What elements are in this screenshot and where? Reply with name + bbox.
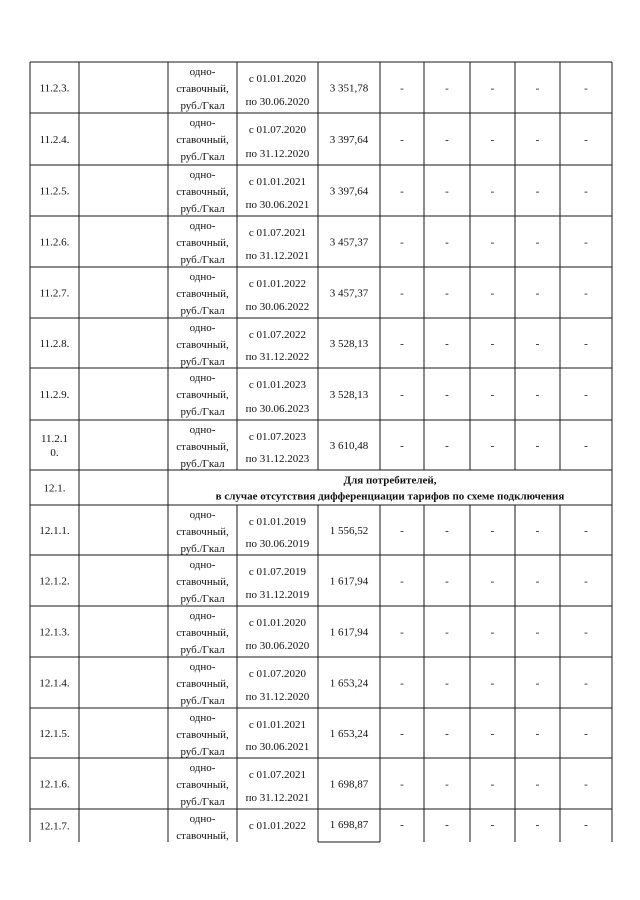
tariff-period: по 31.12.2022	[245, 351, 310, 363]
tariff-type: ставочный,	[176, 830, 229, 842]
tariff-value: 1 617,94	[329, 626, 369, 639]
tariff-type: ставочный,	[176, 441, 229, 453]
tariff-value: 3 610,48	[329, 440, 369, 452]
row-number: 11.2.8.	[39, 338, 70, 350]
empty-cell: -	[445, 728, 449, 740]
empty-cell: -	[400, 134, 404, 146]
empty-cell: -	[400, 338, 404, 350]
tariff-period: с 01.01.2023	[248, 379, 307, 391]
empty-cell: -	[535, 626, 540, 639]
tariff-type: одно-	[189, 813, 216, 825]
tariff-type: одно-	[189, 372, 216, 384]
empty-cell: -	[584, 819, 588, 831]
tariff-period: с 01.01.2022	[248, 820, 307, 832]
tariff-period: по 30.06.2020	[245, 96, 310, 108]
tariff-type: ставочный,	[176, 779, 229, 791]
empty-cell: -	[535, 82, 540, 95]
tariff-value: 3 351,78	[329, 82, 369, 95]
tariff-type: руб./Гкал	[180, 796, 225, 808]
row-number: 11.2.3.	[39, 82, 70, 95]
empty-cell: -	[400, 778, 404, 791]
tariff-period: по 30.06.2021	[245, 199, 310, 211]
empty-cell: -	[535, 575, 540, 588]
empty-cell: -	[535, 338, 540, 350]
tariff-type: ставочный,	[176, 237, 229, 249]
tariff-type: одно-	[189, 271, 216, 283]
tariff-type: ставочный,	[176, 627, 229, 639]
empty-cell: -	[584, 677, 588, 690]
empty-cell: -	[400, 389, 404, 401]
empty-cell: -	[535, 677, 540, 690]
empty-cell: -	[445, 677, 449, 690]
row-number: 12.1.1.	[39, 525, 70, 537]
tariff-type: руб./Гкал	[180, 593, 225, 605]
tariff-period: по 31.12.2020	[245, 148, 310, 160]
tariff-period: с 01.07.2020	[248, 124, 307, 136]
tariff-period: с 01.01.2019	[248, 516, 307, 528]
tariff-type: руб./Гкал	[180, 203, 225, 215]
empty-cell: -	[584, 778, 588, 791]
empty-cell: -	[535, 728, 540, 740]
tariff-period: с 01.07.2023	[248, 431, 307, 443]
empty-cell: -	[400, 82, 404, 95]
empty-cell: -	[490, 389, 495, 401]
empty-cell: -	[584, 440, 588, 452]
empty-cell: -	[400, 677, 404, 690]
tariff-value: 1 617,94	[329, 575, 369, 588]
empty-cell: -	[445, 82, 449, 95]
empty-cell: -	[535, 134, 540, 146]
empty-cell: -	[490, 185, 495, 198]
empty-cell: -	[445, 338, 449, 350]
empty-cell: -	[445, 236, 449, 249]
empty-cell: -	[400, 728, 404, 740]
empty-cell: -	[490, 677, 495, 690]
row-number: 12.1.3.	[39, 626, 70, 639]
empty-cell: -	[445, 185, 449, 198]
empty-cell: -	[490, 728, 495, 740]
tariff-value: 3 397,64	[329, 185, 369, 198]
tariff-period: по 30.06.2021	[245, 741, 310, 753]
row-number: 0.	[50, 447, 59, 459]
tariff-value: 1 653,24	[329, 677, 369, 690]
empty-cell: -	[584, 236, 588, 249]
tariff-value: 3 457,37	[329, 287, 369, 300]
tariff-period: с 01.01.2022	[248, 278, 307, 290]
tariff-value: 3 457,37	[329, 236, 369, 249]
empty-cell: -	[584, 82, 588, 95]
empty-cell: -	[400, 575, 404, 588]
row-number: 12.1.4.	[39, 677, 70, 690]
empty-cell: -	[490, 82, 495, 95]
tariff-type: одно-	[189, 712, 216, 724]
tariff-period: с 01.07.2020	[248, 668, 307, 680]
empty-cell: -	[490, 440, 495, 452]
tariff-type: одно-	[189, 117, 216, 129]
empty-cell: -	[535, 440, 540, 452]
tariff-period: по 31.12.2021	[245, 250, 310, 262]
tariff-value: 1 698,87	[329, 778, 369, 791]
tariff-period: по 31.12.2020	[245, 691, 310, 703]
empty-cell: -	[445, 626, 449, 639]
empty-cell: -	[584, 525, 588, 537]
tariff-type: ставочный,	[176, 729, 229, 741]
tariff-type: одно-	[189, 509, 216, 521]
tariff-type: одно-	[189, 661, 216, 673]
empty-cell: -	[445, 819, 449, 831]
section-title: Для потребителей,	[343, 474, 437, 487]
empty-cell: -	[490, 575, 495, 588]
tariff-period: с 01.01.2020	[248, 73, 307, 85]
tariff-type: ставочный,	[176, 576, 229, 588]
empty-cell: -	[535, 819, 540, 831]
empty-cell: -	[445, 525, 449, 537]
tariff-type: одно-	[189, 559, 216, 571]
empty-cell: -	[400, 440, 404, 452]
empty-cell: -	[584, 389, 588, 401]
empty-cell: -	[400, 626, 404, 639]
tariff-type: руб./Гкал	[180, 746, 225, 758]
tariff-value: 3 528,13	[329, 338, 369, 350]
tariff-period: с 01.01.2020	[248, 617, 307, 629]
empty-cell: -	[535, 236, 540, 249]
tariff-type: ставочный,	[176, 288, 229, 300]
tariff-value: 1 698,87	[329, 819, 369, 831]
empty-cell: -	[490, 236, 495, 249]
tariff-period: с 01.07.2021	[248, 227, 307, 239]
tariff-value: 1 556,52	[329, 525, 369, 537]
empty-cell: -	[490, 778, 495, 791]
row-number: 11.2.6.	[39, 236, 70, 249]
tariff-type: одно-	[189, 610, 216, 622]
empty-cell: -	[584, 287, 588, 300]
row-number: 11.2.4.	[39, 134, 70, 146]
empty-cell: -	[445, 575, 449, 588]
tariff-period: по 30.06.2019	[245, 538, 310, 550]
empty-cell: -	[490, 134, 495, 146]
row-number: 11.2.5.	[39, 185, 70, 198]
tariff-type: ставочный,	[176, 339, 229, 351]
empty-cell: -	[400, 525, 404, 537]
tariff-type: руб./Гкал	[180, 543, 225, 555]
tariff-type: ставочный,	[176, 389, 229, 401]
tariff-type: руб./Гкал	[180, 458, 225, 470]
empty-cell: -	[535, 185, 540, 198]
tariff-period: по 31.12.2019	[245, 589, 310, 601]
empty-cell: -	[490, 287, 495, 300]
empty-cell: -	[400, 236, 404, 249]
empty-cell: -	[535, 389, 540, 401]
tariff-type: руб./Гкал	[180, 406, 225, 418]
tariff-period: по 30.06.2023	[245, 403, 310, 415]
tariff-type: одно-	[189, 424, 216, 436]
empty-cell: -	[445, 389, 449, 401]
tariff-type: ставочный,	[176, 678, 229, 690]
tariff-type: ставочный,	[176, 134, 229, 146]
empty-cell: -	[490, 525, 495, 537]
tariff-type: ставочный,	[176, 526, 229, 538]
row-number: 12.1.2.	[39, 575, 70, 588]
tariff-type: руб./Гкал	[180, 100, 225, 112]
empty-cell: -	[445, 440, 449, 452]
empty-cell: -	[490, 626, 495, 639]
empty-cell: -	[535, 525, 540, 537]
empty-cell: -	[445, 287, 449, 300]
tariff-type: ставочный,	[176, 186, 229, 198]
tariff-period: по 31.12.2021	[245, 792, 310, 804]
tariff-value: 3 528,13	[329, 389, 369, 401]
row-number: 11.2.7.	[39, 287, 70, 300]
tariff-period: по 30.06.2020	[245, 640, 310, 652]
empty-cell: -	[490, 338, 495, 350]
empty-cell: -	[445, 134, 449, 146]
empty-cell: -	[535, 778, 540, 791]
tariff-type: руб./Гкал	[180, 254, 225, 266]
tariff-type: одно-	[189, 169, 216, 181]
row-number: 11.2.1	[40, 433, 69, 445]
tariff-type: руб./Гкал	[180, 644, 225, 656]
tariff-type: одно-	[189, 220, 216, 232]
tariff-type: ставочный,	[176, 83, 229, 95]
tariff-value: 3 397,64	[329, 134, 369, 146]
tariff-period: с 01.07.2021	[248, 769, 307, 781]
empty-cell: -	[400, 819, 404, 831]
tariff-type: руб./Гкал	[180, 151, 225, 163]
empty-cell: -	[400, 287, 404, 300]
empty-cell: -	[445, 778, 449, 791]
empty-cell: -	[535, 287, 540, 300]
empty-cell: -	[584, 134, 588, 146]
empty-cell: -	[584, 575, 588, 588]
empty-cell: -	[400, 185, 404, 198]
empty-cell: -	[584, 728, 588, 740]
tariff-type: одно-	[189, 322, 216, 334]
row-number: 11.2.9.	[39, 389, 70, 401]
row-number: 12.1.6.	[39, 778, 70, 791]
tariff-period: с 01.01.2021	[248, 176, 307, 188]
tariff-period: с 01.07.2019	[248, 566, 307, 578]
empty-cell: -	[584, 338, 588, 350]
tariff-type: руб./Гкал	[180, 695, 225, 707]
empty-cell: -	[490, 819, 495, 831]
tariff-value: 1 653,24	[329, 728, 369, 740]
tariff-type: руб./Гкал	[180, 356, 225, 368]
tariff-type: одно-	[189, 762, 216, 774]
empty-cell: -	[584, 626, 588, 639]
row-number: 12.1.	[43, 482, 66, 495]
row-number: 12.1.5.	[39, 728, 70, 740]
tariff-period: по 31.12.2023	[245, 453, 310, 465]
tariff-period: с 01.01.2021	[248, 719, 307, 731]
row-number: 12.1.7.	[39, 820, 70, 833]
tariff-period: с 01.07.2022	[248, 329, 307, 341]
tariff-type: руб./Гкал	[180, 305, 225, 317]
tariff-type: одно-	[189, 66, 216, 78]
empty-cell: -	[584, 185, 588, 198]
section-title: в случае отсутствия дифференциации тарифов по схеме подключения	[215, 490, 565, 503]
tariff-period: по 30.06.2022	[245, 301, 310, 313]
